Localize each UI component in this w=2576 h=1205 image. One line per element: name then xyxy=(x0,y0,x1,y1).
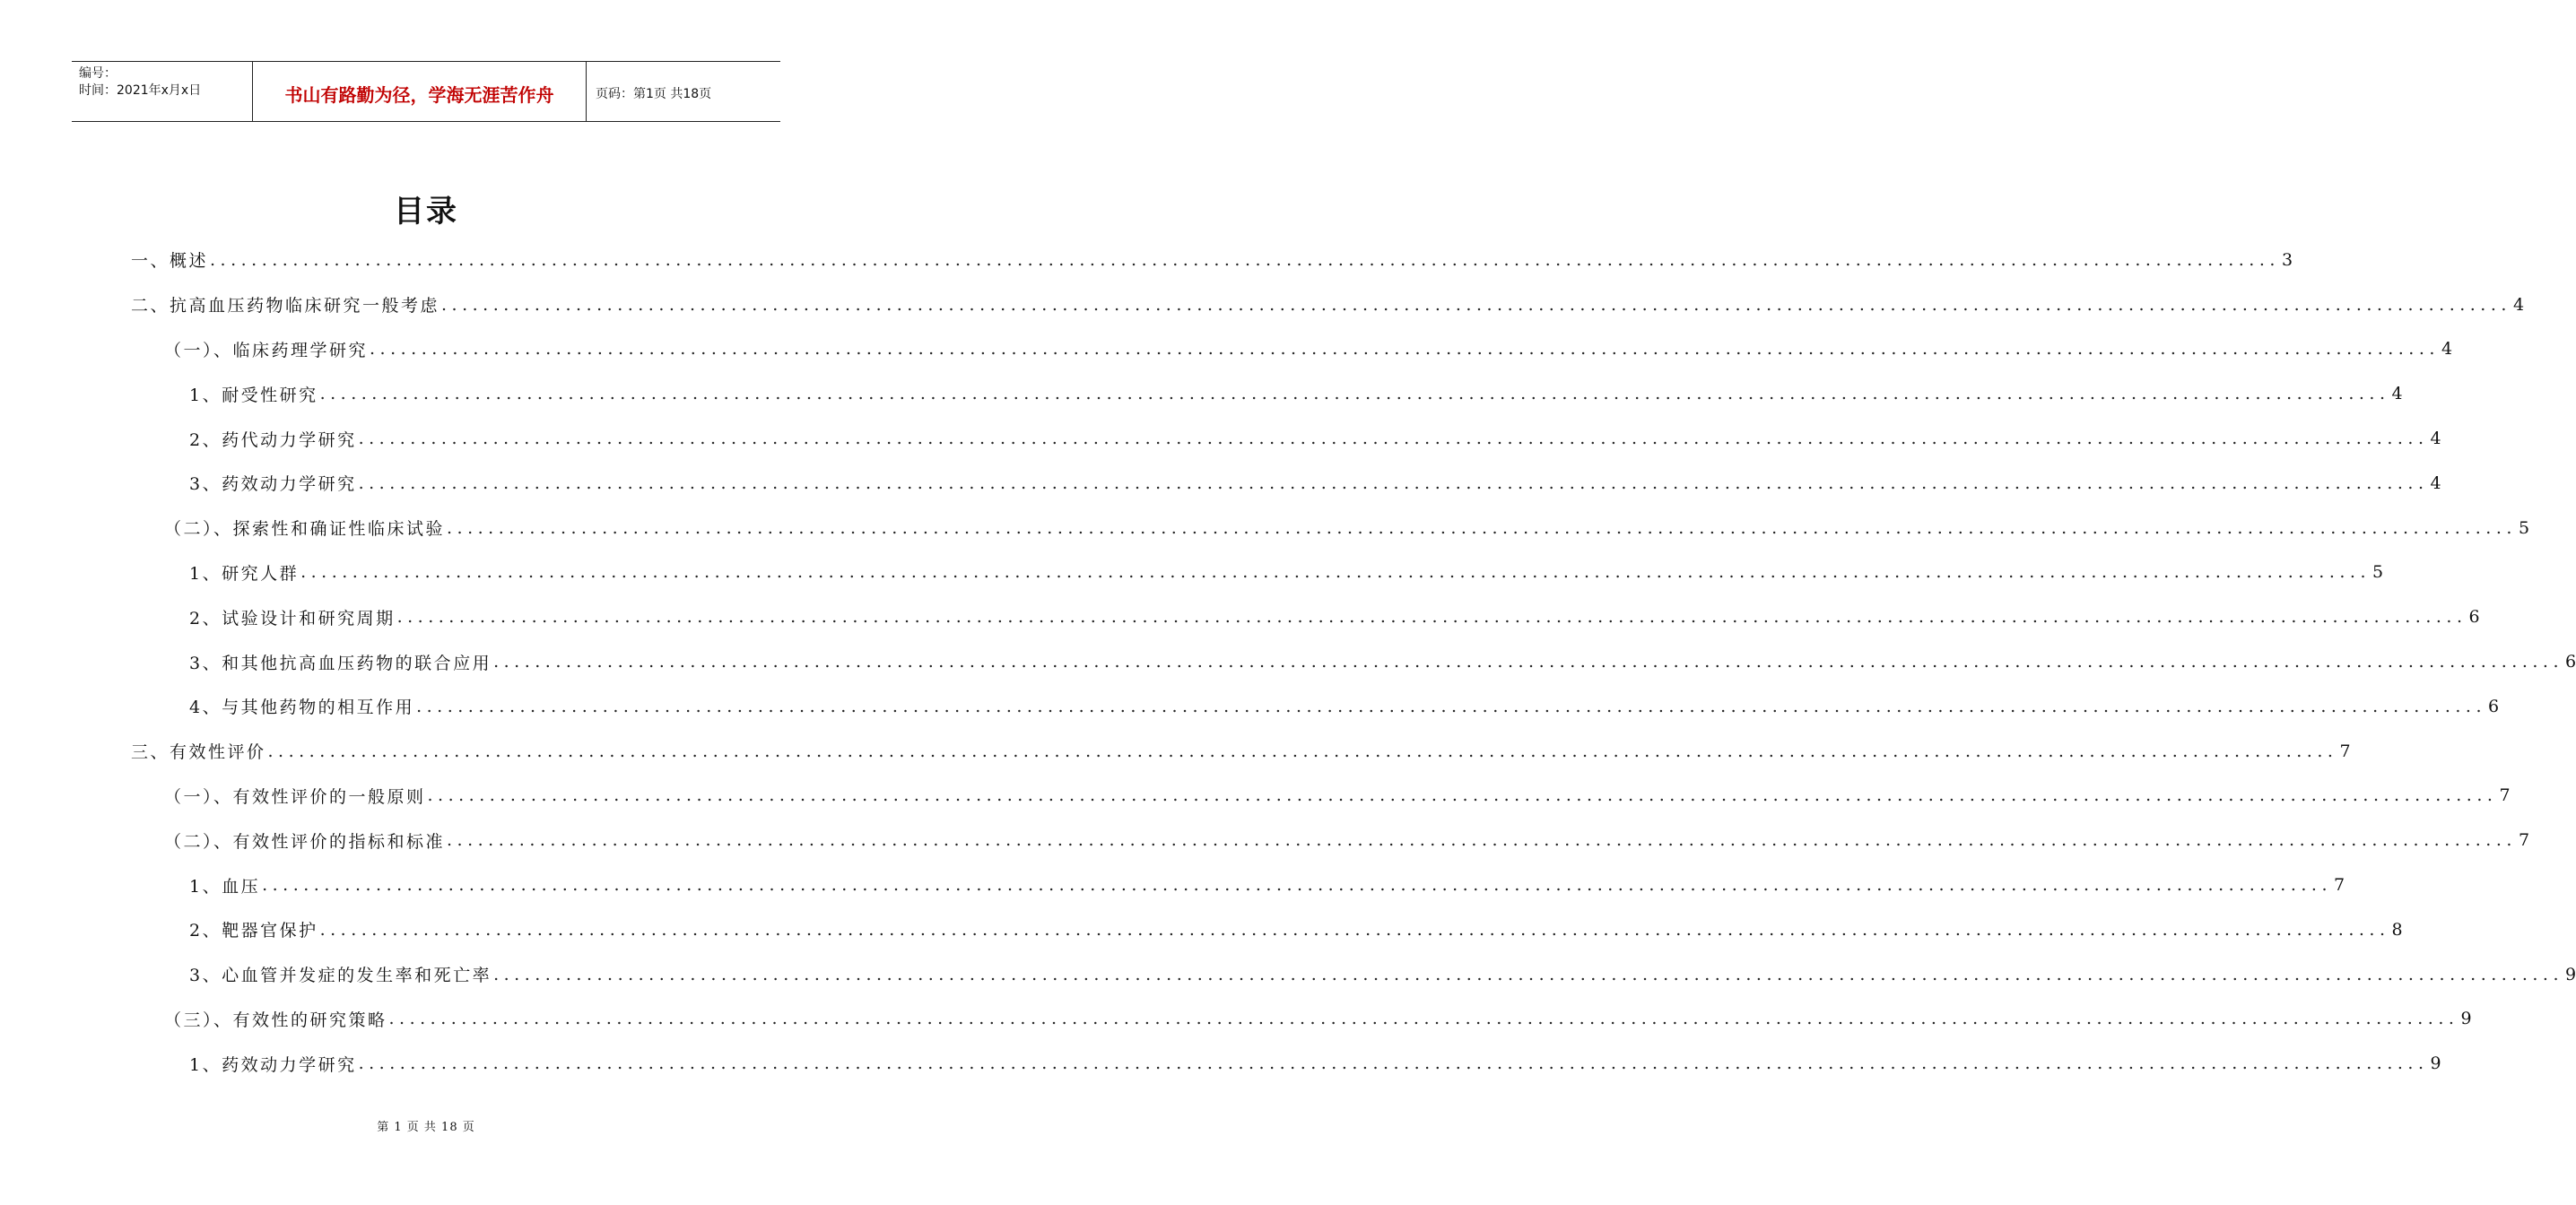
toc-entry-text: （二）、有效性评价的指标和标准 xyxy=(164,831,446,852)
toc-entry-page: 4 xyxy=(2512,294,2525,315)
toc-entry[interactable] xyxy=(0,952,2576,997)
toc-entry-page: 7 xyxy=(2339,741,2351,761)
toc-entry-page: 7 xyxy=(2499,785,2511,806)
toc-dot-leader: ........................................................................................................................................................................................................ xyxy=(396,607,2467,628)
toc-dot-leader: ........................................................................................................................................................................................................ xyxy=(358,429,2429,449)
toc-dot-leader: ........................................................................................................................................................................................................ xyxy=(267,741,2338,761)
toc-dot-leader: ........................................................................................................................................................................................................ xyxy=(358,1053,2429,1074)
toc-entry-text: （三）、有效性的研究策略 xyxy=(164,1010,387,1030)
toc-entry-text: 3、药效动力学研究 xyxy=(189,474,357,495)
toc-dot-leader: ........................................................................................................................................................................................................ xyxy=(358,472,2429,493)
toc-entry[interactable] xyxy=(0,550,2384,595)
toc-entry-text: 二、抗高血压药物临床研究一般考虑 xyxy=(131,296,440,316)
toc-entry[interactable] xyxy=(0,684,2500,729)
toc-entry-text: 3、和其他抗高血压药物的联合应用 xyxy=(189,653,492,673)
toc-entry[interactable] xyxy=(0,371,2403,416)
toc-entry-text: 2、试验设计和研究周期 xyxy=(189,608,396,629)
toc-entry[interactable] xyxy=(0,774,2511,819)
toc-entry-text: 三、有效性评价 xyxy=(131,742,266,763)
toc-entry-text: （一）、有效性评价的一般原则 xyxy=(164,786,426,807)
toc-dot-leader: ........................................................................................................................................................................................................ xyxy=(388,1009,2459,1029)
toc-entry-page: 9 xyxy=(2430,1053,2441,1074)
toc-entry-page: 6 xyxy=(2468,607,2480,628)
toc-entry-page: 3 xyxy=(2281,249,2293,270)
toc-entry-text: （一）、临床药理学研究 xyxy=(164,340,369,360)
page-header xyxy=(72,61,780,122)
toc-entry-page: 7 xyxy=(2334,875,2345,896)
header-number-label: 编号： xyxy=(79,66,117,81)
toc-entry-page: 7 xyxy=(2518,830,2530,851)
toc-entry-text: 2、药代动力学研究 xyxy=(189,429,357,450)
toc-entry-text: 4、与其他药物的相互作用 xyxy=(189,698,415,718)
toc-entry[interactable] xyxy=(0,818,2530,863)
toc-dot-leader: ........................................................................................................................................................................................................ xyxy=(493,964,2564,984)
toc-entry[interactable] xyxy=(0,416,2441,461)
toc-entry-page: 5 xyxy=(2372,562,2384,583)
toc-entry[interactable] xyxy=(0,461,2441,506)
toc-entry-text: 一、概述 xyxy=(131,251,209,272)
header-meta xyxy=(72,62,253,121)
toc-entry-text: 1、血压 xyxy=(189,876,261,897)
toc-dot-leader: ........................................................................................................................................................................................................ xyxy=(262,875,2333,896)
toc-entry-page: 6 xyxy=(2565,652,2576,672)
toc-entry[interactable] xyxy=(0,327,2453,372)
toc-entry-text: 3、心血管并发症的发生率和死亡率 xyxy=(189,966,492,986)
toc-entry-page: 4 xyxy=(2441,339,2453,360)
toc-dot-leader: ........................................................................................................................................................................................................ xyxy=(493,652,2564,672)
toc-entry-page: 4 xyxy=(2430,472,2441,493)
table-of-contents xyxy=(0,238,2576,1086)
toc-dot-leader: ........................................................................................................................................................................................................ xyxy=(416,696,2487,716)
toc-entry[interactable] xyxy=(0,1041,2441,1086)
toc-entry-page: 9 xyxy=(2460,1009,2472,1029)
toc-entry[interactable] xyxy=(0,282,2525,327)
toc-entry[interactable] xyxy=(0,506,2530,550)
toc-entry[interactable] xyxy=(0,238,2293,282)
header-date: 时间：2021年x月x日 xyxy=(79,83,202,98)
toc-dot-leader: ........................................................................................................................................................................................................ xyxy=(447,830,2517,851)
toc-entry[interactable] xyxy=(0,729,2351,774)
toc-entry[interactable] xyxy=(0,639,2576,684)
toc-entry-text: （二）、探索性和确证性临床试验 xyxy=(164,519,446,540)
toc-entry-text: 1、耐受性研究 xyxy=(189,385,318,405)
toc-entry[interactable] xyxy=(0,997,2472,1042)
toc-dot-leader: ........................................................................................................................................................................................................ xyxy=(441,294,2511,315)
toc-title: 目录 xyxy=(394,194,458,230)
toc-entry[interactable] xyxy=(0,863,2345,907)
header-motto: 书山有路勤为径，学海无涯苦作舟 xyxy=(253,62,587,121)
toc-entry-page: 9 xyxy=(2565,964,2576,984)
page-footer: 第 1 页 共 18 页 xyxy=(377,1121,475,1134)
toc-dot-leader: ........................................................................................................................................................................................................ xyxy=(300,562,2371,583)
toc-entry[interactable] xyxy=(0,907,2403,952)
toc-entry-text: 1、药效动力学研究 xyxy=(189,1054,357,1075)
toc-dot-leader: ........................................................................................................................................................................................................ xyxy=(447,517,2517,538)
toc-entry-text: 1、研究人群 xyxy=(189,563,300,584)
toc-entry-page: 4 xyxy=(2391,384,2403,404)
toc-dot-leader: ........................................................................................................................................................................................................ xyxy=(427,785,2498,806)
toc-entry-page: 4 xyxy=(2430,429,2441,449)
toc-dot-leader: ........................................................................................................................................................................................................ xyxy=(319,919,2390,940)
toc-entry-text: 2、靶器官保护 xyxy=(189,921,318,941)
toc-dot-leader: ........................................................................................................................................................................................................ xyxy=(370,339,2440,360)
header-page-info: 页码：第1页 共18页 xyxy=(596,87,712,101)
toc-entry-page: 6 xyxy=(2488,696,2500,716)
toc-dot-leader: ........................................................................................................................................................................................................ xyxy=(210,249,2280,270)
toc-dot-leader: ........................................................................................................................................................................................................ xyxy=(319,384,2390,404)
toc-entry-page: 5 xyxy=(2518,517,2530,538)
toc-entry[interactable] xyxy=(0,594,2480,639)
toc-entry-page: 8 xyxy=(2391,919,2403,940)
